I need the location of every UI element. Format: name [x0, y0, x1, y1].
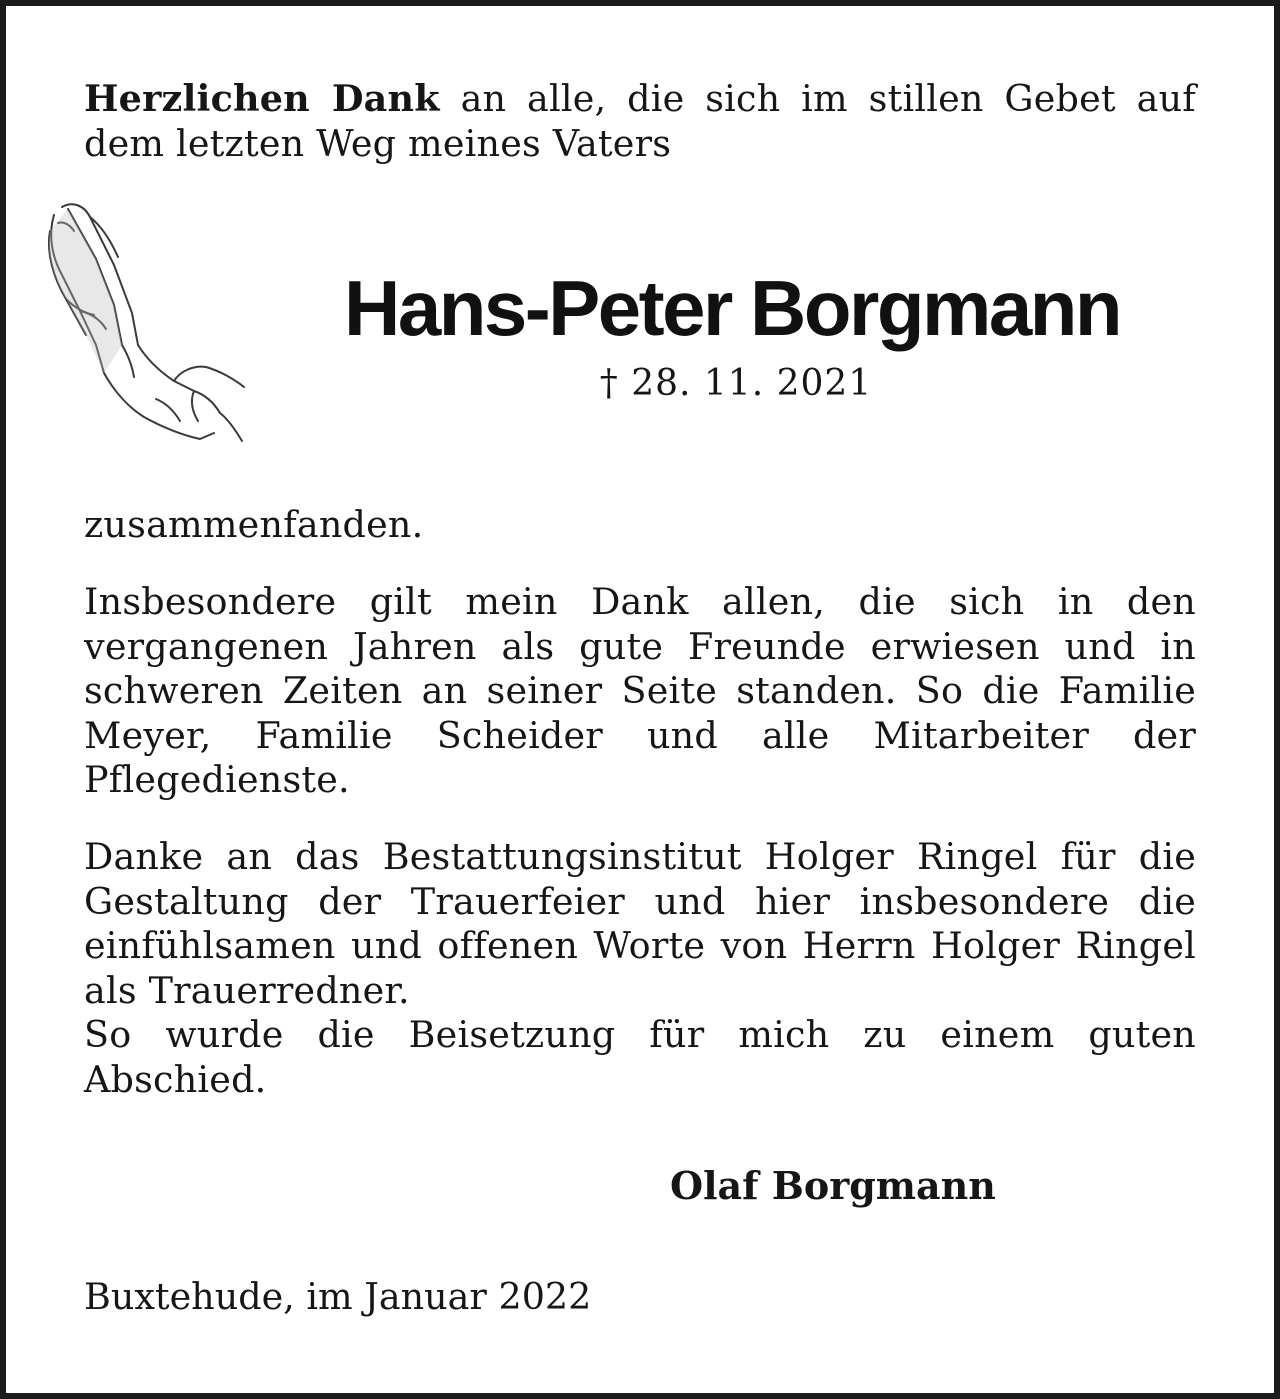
thanks-paragraph-1: Insbesondere gilt mein Dank allen, die sich in den vergangenen Jahren als gute Freunde erwiesen und in schweren Zeiten an seiner Seite standen. So die Familie Meyer, Familie Scheider und alle Mitarbeiter der Pflegedienste.	[84, 580, 1196, 801]
intro-text	[84, 77, 1196, 166]
thanks-paragraph-2a: Danke an das Bestattungsinstitut Holger Ringel für die Gestaltung der Trauerfeier und hier insbesondere die einfühlsamen und offenen Worte von Herrn Holger Ringel als Trauerredner.	[84, 835, 1196, 1012]
deceased-name: Hans-Peter Borgmann	[344, 264, 1120, 352]
intro-lead: Herzlichen Dank	[84, 77, 440, 120]
place-date: Buxtehude, im Januar 2022	[84, 1275, 592, 1318]
signer-name: Olaf Borgmann	[670, 1163, 996, 1208]
intro-body: an alle, die sich im stillen Gebet auf dem letzten Weg meines Vaters	[84, 77, 1196, 165]
continuation-text: zusammenfanden.	[84, 503, 424, 546]
praying-hands-icon	[44, 195, 252, 445]
thanks-paragraph-2b: So wurde die Beisetzung für mich zu einem guten Abschied.	[84, 1013, 1196, 1101]
death-date: † 28. 11. 2021	[599, 363, 873, 404]
thanks-paragraph-2	[84, 835, 1196, 1102]
